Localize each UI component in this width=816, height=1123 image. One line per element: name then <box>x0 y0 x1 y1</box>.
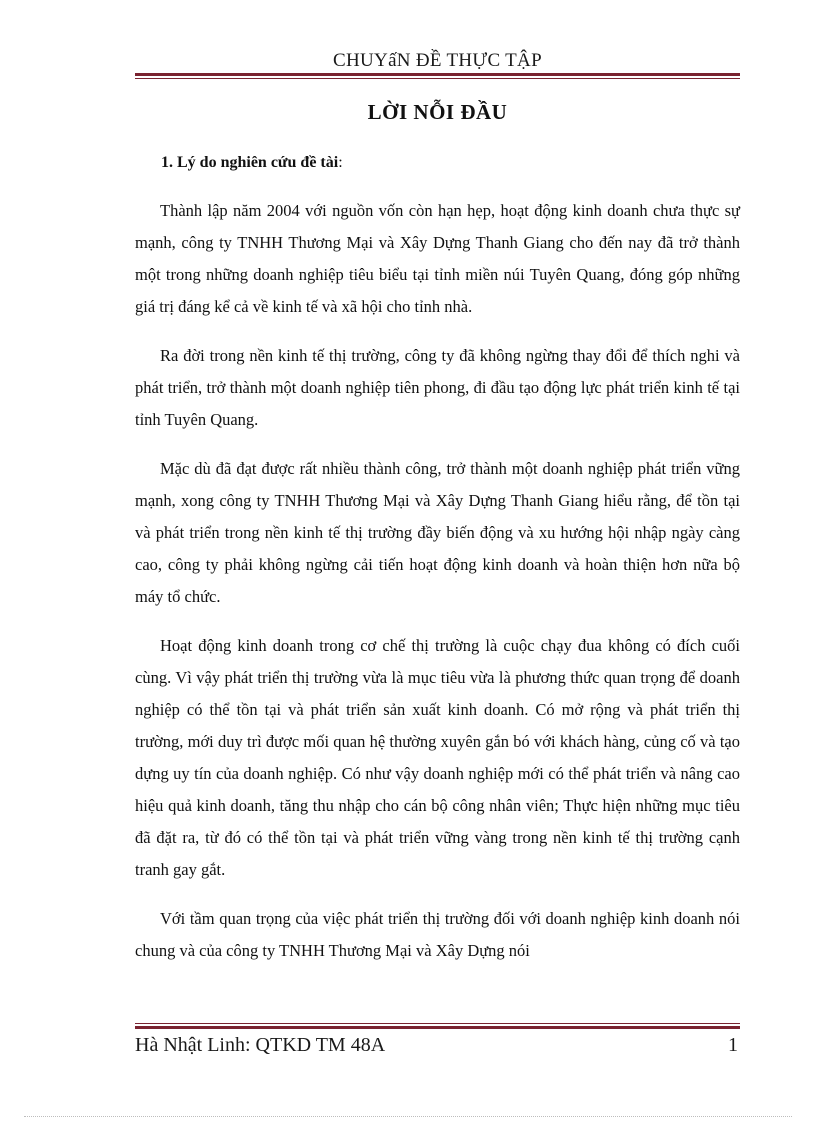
footer-rule-thin-line <box>135 1023 740 1024</box>
header-rule-thin-line <box>135 78 740 79</box>
footer-rule-thick-line <box>135 1026 740 1029</box>
page-title: LỜI NỖI ĐẦU <box>367 100 508 124</box>
paragraph-4: Hoạt động kinh doanh trong cơ chế thị trường là cuộc chạy đua không có đích cuối cùng. Vì vậy phát triển thị trường vừa là mục tiêu vừa là phương thức quan trọng để doanh nghiệp có thể tồn tại và phát triển sản xuất kinh doanh. Có mở rộng và phát triển thị trường, mới duy trì được mối quan hệ thường xuyên gắn bó với khách hàng, củng cố và tạo dựng uy tín của doanh nghiệp. Có như vậy doanh nghiệp mới có thể phát triển và nâng cao hiệu quả kinh doanh, tăng thu nhập cho cán bộ công nhân viên; Thực hiện những mục tiêu đã đặt ra, từ đó có thể tồn tại và phát triển vững vàng trong nền kinh tế thị trường cạnh tranh gay gắt. <box>135 636 740 879</box>
section-heading-colon: : <box>338 154 343 171</box>
section-heading <box>161 154 343 172</box>
page-number: 1 <box>728 1034 738 1056</box>
header-rule-thick-line <box>135 73 740 76</box>
running-header-title: CHUYấN ĐỀ THỰC TẬP <box>333 50 542 71</box>
paragraph-2: Ra đời trong nền kinh tế thị trường, công ty đã không ngừng thay đổi để thích nghi và phát triển, trở thành một doanh nghiệp tiên phong, đi đầu tạo động lực phát triển kinh tế tại tỉnh Tuyên Quang. <box>135 346 740 429</box>
body-text <box>135 195 740 984</box>
paragraph-1: Thành lập năm 2004 với nguồn vốn còn hạn hẹp, hoạt động kinh doanh chưa thực sự mạnh, công ty TNHH Thương Mại và Xây Dựng Thanh Giang cho đến nay đã trở thành một trong những doanh nghiệp tiêu biểu tại tỉnh miền núi Tuyên Quang, đóng góp những giá trị đáng kể cả về kinh tế và xã hội cho tỉnh nhà. <box>135 201 740 316</box>
section-heading-text: 1. Lý do nghiên cứu đề tài <box>161 154 339 171</box>
page-boundary <box>24 1116 792 1117</box>
paragraph-3: Mặc dù đã đạt được rất nhiều thành công, trở thành một doanh nghiệp phát triển vững mạnh, xong công ty TNHH Thương Mại và Xây Dựng Thanh Giang hiểu rằng, để tồn tại và phát triển trong nền kinh tế thị trường đầy biến động và xu hướng hội nhập ngày càng cao, công ty phải không ngừng cải tiến hoạt động kinh doanh và hoàn thiện hơn nữa bộ máy tổ chức. <box>135 459 740 606</box>
paragraph-5: Với tầm quan trọng của việc phát triển thị trường đối với doanh nghiệp kinh doanh nói chung và của công ty TNHH Thương Mại và Xây Dựng nói <box>135 909 740 960</box>
header-rule <box>135 73 740 79</box>
footer-author: Hà Nhật Linh: QTKD TM 48A <box>135 1034 386 1056</box>
footer-rule <box>135 1023 740 1029</box>
